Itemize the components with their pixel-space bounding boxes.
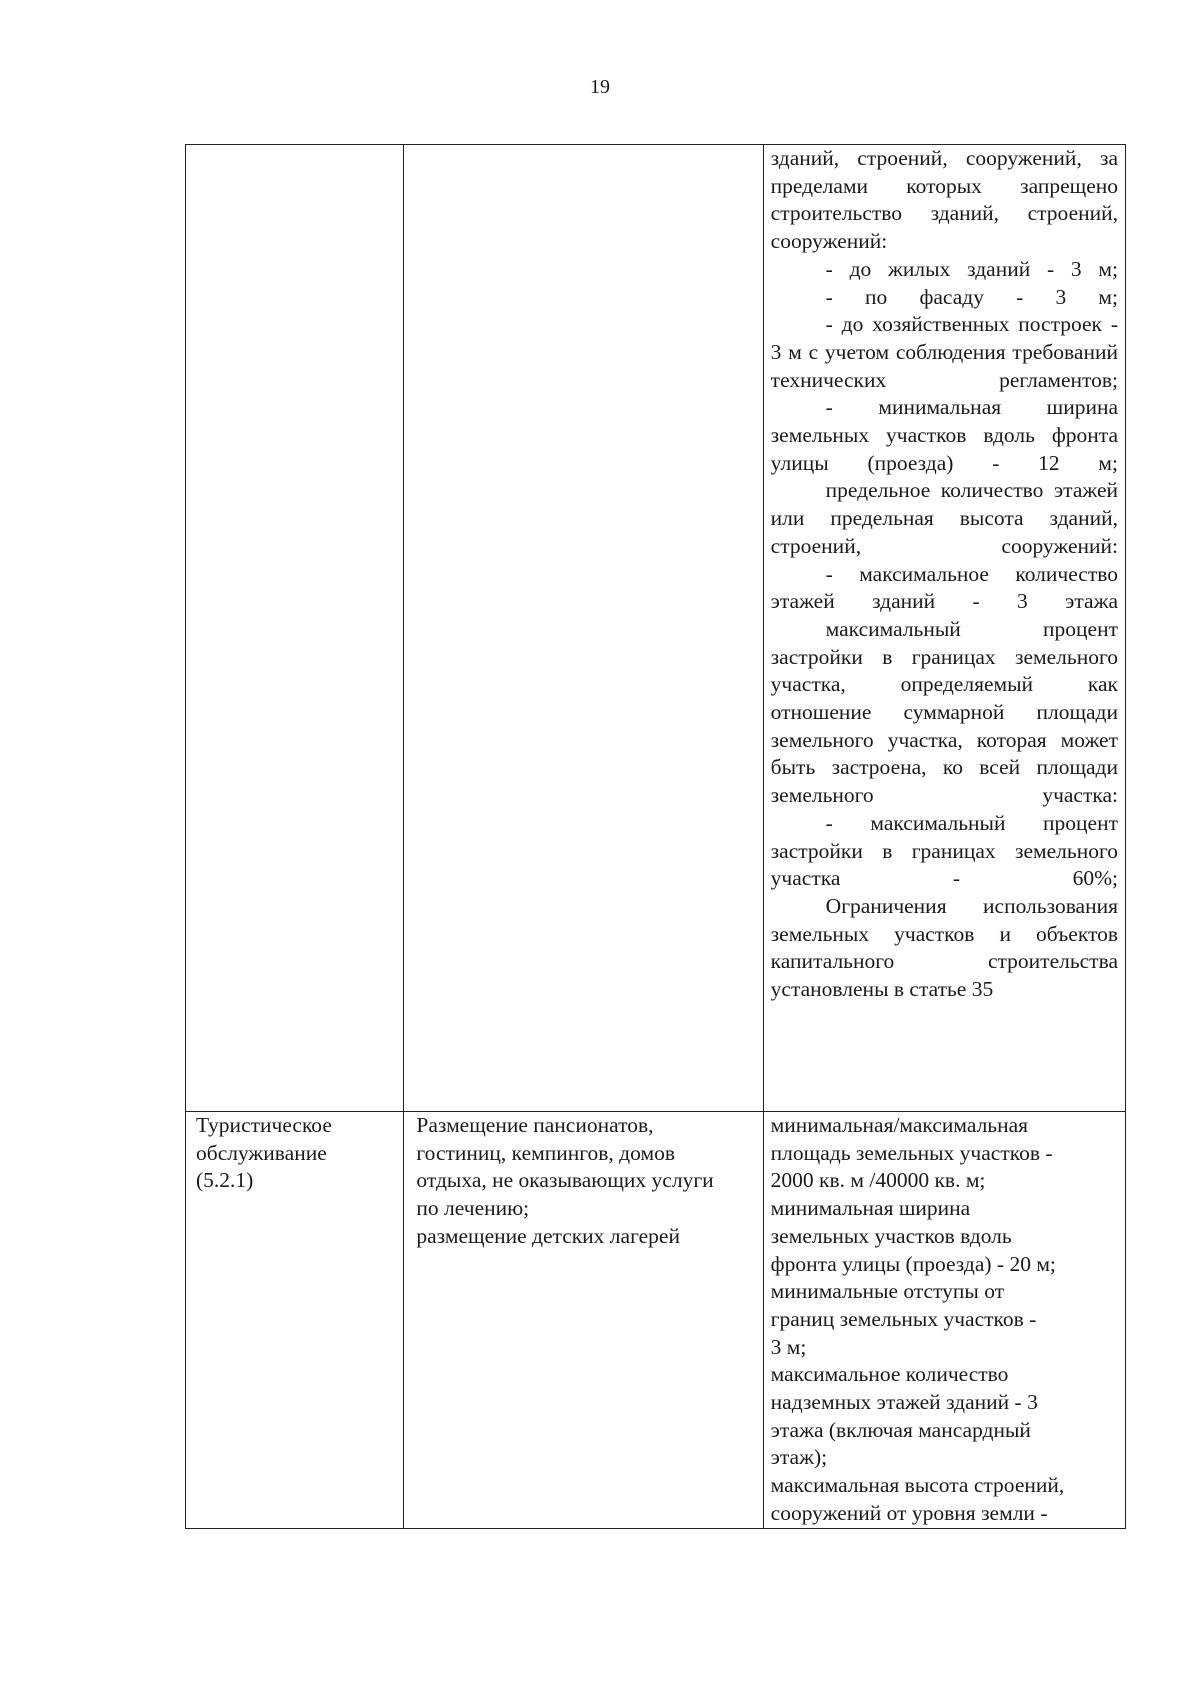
text-line: минимальная/максимальная <box>770 1113 1029 1137</box>
text-line: минимальные отступы от <box>770 1279 1005 1304</box>
text-line: отдыха, не оказывающих услуги <box>416 1168 714 1193</box>
text-line: 3 м; <box>770 1334 807 1359</box>
paragraph: - максимальный процент застройки в границах земельного участка - 60%; <box>770 810 1118 891</box>
text-line: сооружений от уровня земли - <box>770 1500 1048 1525</box>
table-row <box>186 145 1126 1112</box>
cell-permitted-use <box>186 1112 404 1529</box>
cell-parameters-continued <box>763 145 1125 1112</box>
paragraph: - до жилых зданий - 3 м; <box>825 256 1118 281</box>
text-line: гостиниц, кемпингов, домов <box>416 1140 675 1165</box>
cell-use-description-continued <box>404 145 763 1112</box>
text-line: максимальное количество <box>770 1362 1009 1387</box>
table-row <box>186 1112 1126 1529</box>
zoning-regulations-table <box>185 144 1126 1529</box>
text-line: границ земельных участков - <box>770 1306 1037 1331</box>
paragraph: зданий, строений, сооружений, за пределами которых запрещено строительство зданий, строений, сооружений: <box>770 146 1118 254</box>
text-line: 2000 кв. м /40000 кв. м; <box>770 1168 986 1193</box>
cell-permitted-use-continued <box>186 145 404 1112</box>
text-line: площадь земельных участков - <box>770 1140 1053 1165</box>
text-line: минимальная ширина <box>770 1196 971 1221</box>
text-line: фронта улицы (проезда) - 20 м; <box>770 1251 1056 1276</box>
text-line: надземных этажей зданий - 3 <box>770 1390 1038 1415</box>
cell-parameters <box>763 1112 1125 1529</box>
text-line: обслуживание <box>196 1140 327 1165</box>
text-line: максимальная высота строений, <box>770 1473 1065 1498</box>
text-line: по лечению; <box>416 1196 530 1221</box>
paragraph: предельное количество этажей или предельная высота зданий, строений, сооружений: <box>770 478 1118 558</box>
paragraph: - по фасаду - 3 м; <box>825 284 1118 309</box>
paragraph: - до хозяйственных построек - 3 м с учетом соблюдения требований технических регламентов; <box>770 312 1118 392</box>
text-line: этажа (включая мансардный <box>770 1417 1031 1442</box>
text-line: земельных участков вдоль <box>770 1223 1012 1248</box>
paragraph: - максимальное количество этажей зданий - 3 этажа <box>770 561 1118 614</box>
text-line: Размещение пансионатов, <box>416 1113 654 1137</box>
text-line: (5.2.1) <box>196 1168 254 1193</box>
text-line: размещение детских лагерей <box>416 1223 680 1248</box>
paragraph: - минимальная ширина земельных участков вдоль фронта улицы (проезда) - 12 м; <box>770 395 1118 475</box>
page-number: 19 <box>590 76 610 98</box>
paragraph: максимальный процент застройки в границах земельного участка, определяемый как отношение суммарной площади земельного участка, которая может быть застроена, ко всей площади земельного участка: <box>770 616 1118 808</box>
text-line: этаж); <box>770 1445 828 1470</box>
text-line: Туристическое <box>196 1113 332 1137</box>
paragraph: Ограничения использования земельных участков и объектов капитального строительства установлены в статье 35 <box>770 893 1118 1002</box>
cell-use-description <box>404 1112 763 1529</box>
